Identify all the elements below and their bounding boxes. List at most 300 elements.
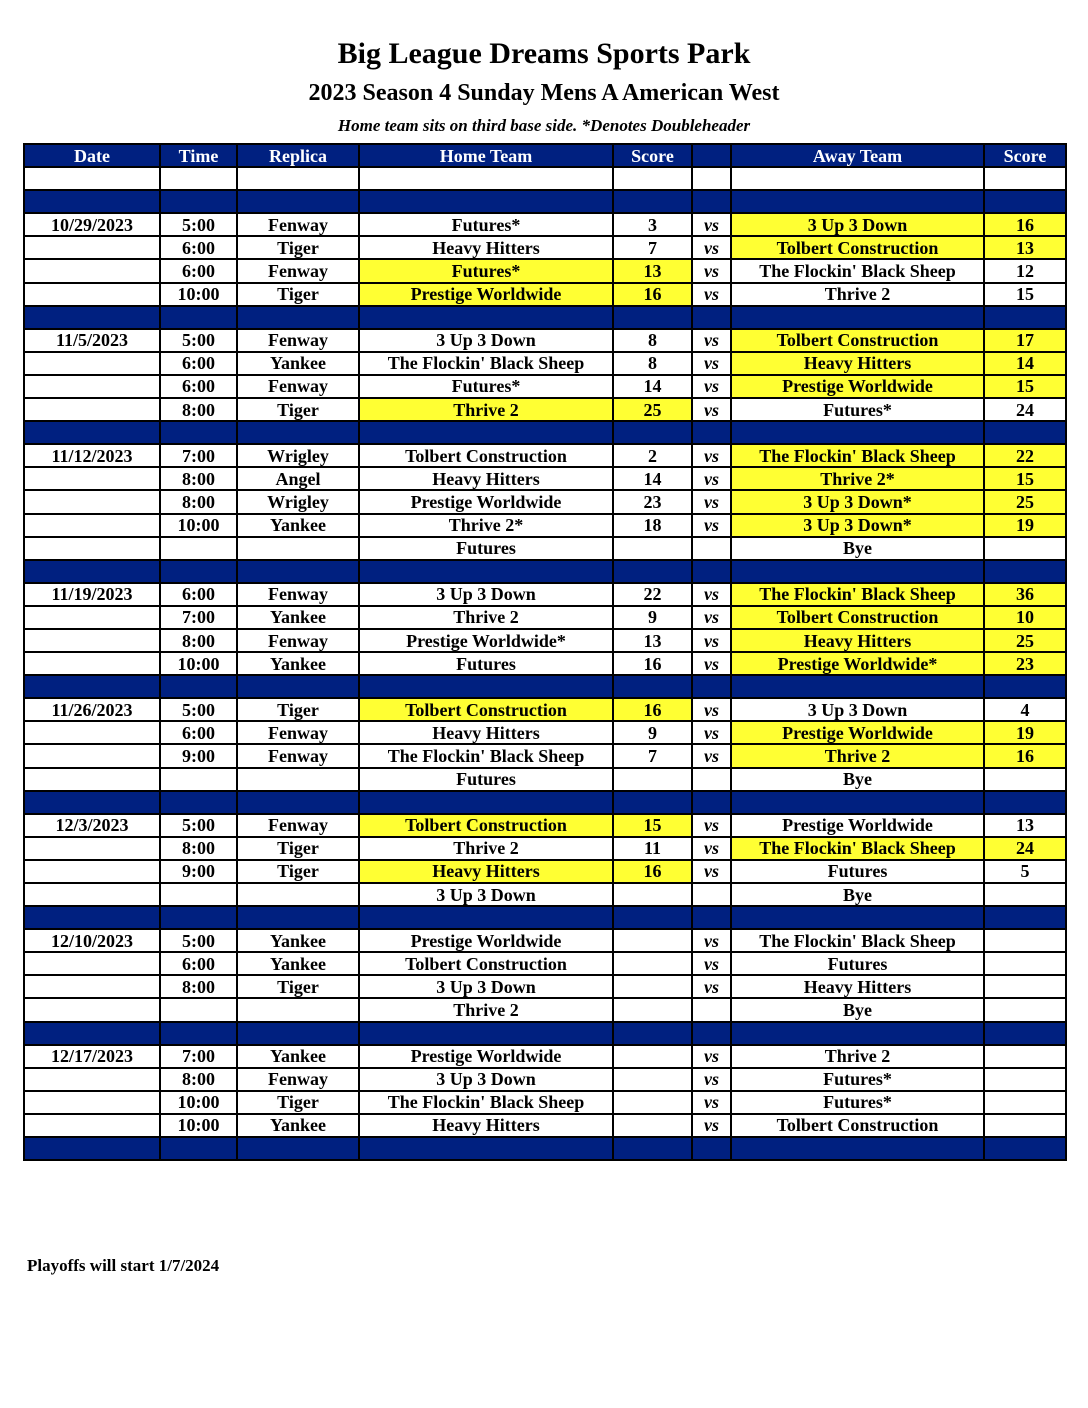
game-row <box>24 236 1066 259</box>
replica-cell: Fenway <box>237 375 359 398</box>
vs-cell <box>692 537 731 560</box>
date-cell <box>24 236 160 259</box>
empty-cell <box>160 306 237 329</box>
away-team-cell: Futures* <box>731 1068 984 1091</box>
home-score-cell: 8 <box>613 352 692 375</box>
game-row <box>24 929 1066 952</box>
empty-cell <box>731 791 984 814</box>
away-team-cell: Heavy Hitters <box>731 975 984 998</box>
game-row <box>24 1114 1066 1137</box>
home-team-cell: Futures* <box>359 375 613 398</box>
empty-cell <box>237 190 359 213</box>
replica-cell: Tiger <box>237 837 359 860</box>
time-cell: 10:00 <box>160 514 237 537</box>
empty-cell <box>359 421 613 444</box>
empty-cell <box>24 560 160 583</box>
home-score-cell: 15 <box>613 814 692 837</box>
time-cell: 8:00 <box>160 1068 237 1091</box>
away-team-cell: Prestige Worldwide <box>731 721 984 744</box>
home-score-cell <box>613 998 692 1021</box>
date-cell: 10/29/2023 <box>24 213 160 236</box>
doubleheader-note: Home team sits on third base side. *Denotes Doubleheader <box>337 116 751 135</box>
page-title: Big League Dreams Sports Park <box>337 37 751 70</box>
replica-cell: Yankee <box>237 929 359 952</box>
home-team-cell: Heavy Hitters <box>359 467 613 490</box>
home-score-cell <box>613 929 692 952</box>
vs-cell: vs <box>692 375 731 398</box>
empty-cell <box>613 560 692 583</box>
away-score-cell <box>984 537 1066 560</box>
away-score-cell: 25 <box>984 490 1066 513</box>
home-team-cell: Thrive 2 <box>359 398 613 421</box>
page-subtitle: 2023 Season 4 Sunday Mens A American West <box>308 80 780 106</box>
date-cell <box>24 975 160 998</box>
home-team-cell: Tolbert Construction <box>359 698 613 721</box>
game-row <box>24 444 1066 467</box>
replica-cell: Yankee <box>237 952 359 975</box>
column-header-away-score: Score <box>984 144 1066 167</box>
vs-cell: vs <box>692 814 731 837</box>
empty-cell <box>613 306 692 329</box>
away-score-cell: 16 <box>984 744 1066 767</box>
vs-cell: vs <box>692 837 731 860</box>
home-score-cell: 13 <box>613 629 692 652</box>
date-cell: 11/12/2023 <box>24 444 160 467</box>
home-score-cell <box>613 1045 692 1068</box>
empty-cell <box>692 190 731 213</box>
vs-cell: vs <box>692 698 731 721</box>
replica-cell: Fenway <box>237 583 359 606</box>
empty-cell <box>237 306 359 329</box>
vs-cell: vs <box>692 1091 731 1114</box>
week-separator-row <box>24 190 1066 213</box>
empty-cell <box>984 675 1066 698</box>
home-team-cell: Thrive 2 <box>359 998 613 1021</box>
date-cell <box>24 1068 160 1091</box>
empty-cell <box>613 1022 692 1045</box>
home-score-cell <box>613 537 692 560</box>
date-cell <box>24 490 160 513</box>
date-cell <box>24 467 160 490</box>
replica-cell: Tiger <box>237 860 359 883</box>
away-team-cell: Futures* <box>731 1091 984 1114</box>
date-cell <box>24 398 160 421</box>
column-header-time: Time <box>160 144 237 167</box>
vs-cell: vs <box>692 975 731 998</box>
time-cell <box>160 998 237 1021</box>
empty-cell <box>359 306 613 329</box>
date-cell <box>24 652 160 675</box>
time-cell: 8:00 <box>160 467 237 490</box>
vs-cell: vs <box>692 398 731 421</box>
date-cell <box>24 352 160 375</box>
home-score-cell <box>613 1114 692 1137</box>
game-row <box>24 398 1066 421</box>
away-score-cell: 22 <box>984 444 1066 467</box>
away-team-cell: Futures* <box>731 398 984 421</box>
replica-cell: Yankee <box>237 352 359 375</box>
vs-cell <box>692 768 731 791</box>
home-score-cell: 16 <box>613 860 692 883</box>
away-score-cell: 5 <box>984 860 1066 883</box>
replica-cell: Yankee <box>237 652 359 675</box>
empty-cell <box>359 560 613 583</box>
replica-cell: Tiger <box>237 698 359 721</box>
vs-cell <box>692 883 731 906</box>
empty-cell <box>24 190 160 213</box>
home-team-cell: 3 Up 3 Down <box>359 583 613 606</box>
empty-cell <box>731 560 984 583</box>
empty-cell <box>613 906 692 929</box>
home-team-cell: Tolbert Construction <box>359 814 613 837</box>
away-team-cell: Thrive 2 <box>731 744 984 767</box>
date-cell <box>24 744 160 767</box>
empty-cell <box>160 560 237 583</box>
time-cell: 8:00 <box>160 629 237 652</box>
away-score-cell: 23 <box>984 652 1066 675</box>
vs-cell: vs <box>692 629 731 652</box>
week-separator-row <box>24 421 1066 444</box>
home-score-cell: 9 <box>613 606 692 629</box>
away-team-cell: 3 Up 3 Down* <box>731 490 984 513</box>
date-cell <box>24 952 160 975</box>
home-team-cell: The Flockin' Black Sheep <box>359 352 613 375</box>
date-cell: 12/17/2023 <box>24 1045 160 1068</box>
home-score-cell: 8 <box>613 329 692 352</box>
away-team-cell: Tolbert Construction <box>731 236 984 259</box>
empty-cell <box>237 421 359 444</box>
away-score-cell: 17 <box>984 329 1066 352</box>
time-cell <box>160 537 237 560</box>
replica-cell: Fenway <box>237 744 359 767</box>
empty-cell <box>359 167 613 190</box>
empty-cell <box>24 167 160 190</box>
replica-cell: Tiger <box>237 236 359 259</box>
empty-cell <box>160 791 237 814</box>
empty-cell <box>359 675 613 698</box>
away-score-cell: 25 <box>984 629 1066 652</box>
vs-cell: vs <box>692 213 731 236</box>
away-team-cell: The Flockin' Black Sheep <box>731 259 984 282</box>
empty-cell <box>731 1137 984 1160</box>
replica-cell: Fenway <box>237 721 359 744</box>
date-cell <box>24 860 160 883</box>
game-row <box>24 721 1066 744</box>
home-team-cell: Prestige Worldwide <box>359 490 613 513</box>
home-team-cell: Heavy Hitters <box>359 721 613 744</box>
playoffs-note: Playoffs will start 1/7/2024 <box>27 1256 220 1275</box>
empty-cell <box>692 791 731 814</box>
home-score-cell <box>613 1091 692 1114</box>
home-score-cell: 2 <box>613 444 692 467</box>
empty-cell <box>984 1137 1066 1160</box>
time-cell <box>160 768 237 791</box>
away-score-cell <box>984 1091 1066 1114</box>
time-cell: 8:00 <box>160 490 237 513</box>
away-team-cell: Bye <box>731 998 984 1021</box>
home-team-cell: Heavy Hitters <box>359 1114 613 1137</box>
time-cell: 6:00 <box>160 259 237 282</box>
vs-cell: vs <box>692 929 731 952</box>
home-score-cell: 11 <box>613 837 692 860</box>
home-score-cell: 14 <box>613 467 692 490</box>
away-score-cell: 10 <box>984 606 1066 629</box>
week-separator-row <box>24 306 1066 329</box>
game-row <box>24 952 1066 975</box>
bye-row <box>24 768 1066 791</box>
away-team-cell: Prestige Worldwide <box>731 375 984 398</box>
away-team-cell: Futures <box>731 952 984 975</box>
home-score-cell: 18 <box>613 514 692 537</box>
home-team-cell: Heavy Hitters <box>359 860 613 883</box>
home-team-cell: Prestige Worldwide <box>359 929 613 952</box>
week-separator-row <box>24 1137 1066 1160</box>
away-team-cell: Thrive 2* <box>731 467 984 490</box>
empty-cell <box>237 1022 359 1045</box>
time-cell: 9:00 <box>160 860 237 883</box>
schedule-table <box>23 143 1067 1161</box>
away-team-cell: The Flockin' Black Sheep <box>731 837 984 860</box>
away-score-cell <box>984 975 1066 998</box>
empty-cell <box>613 167 692 190</box>
time-cell: 8:00 <box>160 398 237 421</box>
empty-cell <box>692 306 731 329</box>
replica-cell <box>237 768 359 791</box>
week-separator-row <box>24 675 1066 698</box>
date-cell <box>24 537 160 560</box>
empty-cell <box>359 791 613 814</box>
empty-cell <box>160 167 237 190</box>
away-score-cell: 19 <box>984 514 1066 537</box>
vs-cell: vs <box>692 467 731 490</box>
empty-cell <box>613 791 692 814</box>
replica-cell <box>237 998 359 1021</box>
home-score-cell: 16 <box>613 652 692 675</box>
replica-cell: Wrigley <box>237 490 359 513</box>
time-cell: 8:00 <box>160 837 237 860</box>
home-team-cell: Thrive 2 <box>359 606 613 629</box>
home-team-cell: 3 Up 3 Down <box>359 883 613 906</box>
away-team-cell: The Flockin' Black Sheep <box>731 929 984 952</box>
bye-row <box>24 537 1066 560</box>
game-row <box>24 698 1066 721</box>
time-cell: 10:00 <box>160 1091 237 1114</box>
away-score-cell <box>984 929 1066 952</box>
empty-cell <box>692 675 731 698</box>
away-team-cell: The Flockin' Black Sheep <box>731 444 984 467</box>
empty-cell <box>237 1137 359 1160</box>
replica-cell: Fenway <box>237 1068 359 1091</box>
game-row <box>24 629 1066 652</box>
away-team-cell: Thrive 2 <box>731 283 984 306</box>
away-score-cell <box>984 1045 1066 1068</box>
column-header-replica: Replica <box>237 144 359 167</box>
empty-cell <box>160 906 237 929</box>
replica-cell: Fenway <box>237 259 359 282</box>
replica-cell: Fenway <box>237 629 359 652</box>
home-team-cell: Tolbert Construction <box>359 444 613 467</box>
home-score-cell: 22 <box>613 583 692 606</box>
empty-cell <box>984 560 1066 583</box>
replica-cell: Angel <box>237 467 359 490</box>
vs-cell: vs <box>692 514 731 537</box>
date-cell <box>24 883 160 906</box>
game-row <box>24 375 1066 398</box>
blank-row <box>24 167 1066 190</box>
bye-row <box>24 998 1066 1021</box>
empty-cell <box>160 675 237 698</box>
empty-cell <box>24 791 160 814</box>
replica-cell: Yankee <box>237 1114 359 1137</box>
empty-cell <box>613 421 692 444</box>
away-team-cell: Bye <box>731 768 984 791</box>
game-row <box>24 744 1066 767</box>
away-score-cell: 12 <box>984 259 1066 282</box>
date-cell: 11/19/2023 <box>24 583 160 606</box>
replica-cell: Fenway <box>237 814 359 837</box>
empty-cell <box>731 675 984 698</box>
column-header-home-team: Home Team <box>359 144 613 167</box>
empty-cell <box>24 306 160 329</box>
home-team-cell: Prestige Worldwide <box>359 283 613 306</box>
game-row <box>24 1068 1066 1091</box>
away-team-cell: Bye <box>731 537 984 560</box>
empty-cell <box>359 190 613 213</box>
empty-cell <box>613 190 692 213</box>
vs-cell: vs <box>692 606 731 629</box>
empty-cell <box>237 560 359 583</box>
empty-cell <box>359 906 613 929</box>
time-cell: 5:00 <box>160 814 237 837</box>
week-separator-row <box>24 791 1066 814</box>
home-score-cell: 16 <box>613 283 692 306</box>
time-cell: 5:00 <box>160 213 237 236</box>
vs-cell <box>692 998 731 1021</box>
time-cell: 6:00 <box>160 352 237 375</box>
away-team-cell: 3 Up 3 Down* <box>731 514 984 537</box>
date-cell <box>24 721 160 744</box>
game-row <box>24 352 1066 375</box>
home-team-cell: Prestige Worldwide <box>359 1045 613 1068</box>
column-header-away-team: Away Team <box>731 144 984 167</box>
away-score-cell <box>984 768 1066 791</box>
away-score-cell: 36 <box>984 583 1066 606</box>
replica-cell <box>237 883 359 906</box>
date-cell <box>24 375 160 398</box>
home-score-cell: 13 <box>613 259 692 282</box>
away-team-cell: The Flockin' Black Sheep <box>731 583 984 606</box>
column-header-home-score: Score <box>613 144 692 167</box>
replica-cell: Tiger <box>237 1091 359 1114</box>
week-separator-row <box>24 906 1066 929</box>
vs-cell: vs <box>692 283 731 306</box>
home-score-cell: 7 <box>613 744 692 767</box>
home-team-cell: Tolbert Construction <box>359 952 613 975</box>
away-score-cell <box>984 1068 1066 1091</box>
away-score-cell: 15 <box>984 375 1066 398</box>
replica-cell: Tiger <box>237 398 359 421</box>
schedule-body <box>24 167 1066 1160</box>
empty-cell <box>984 906 1066 929</box>
home-team-cell: Prestige Worldwide* <box>359 629 613 652</box>
home-score-cell: 14 <box>613 375 692 398</box>
away-team-cell: Heavy Hitters <box>731 352 984 375</box>
empty-cell <box>237 167 359 190</box>
away-team-cell: Heavy Hitters <box>731 629 984 652</box>
empty-cell <box>731 190 984 213</box>
time-cell: 5:00 <box>160 698 237 721</box>
home-team-cell: 3 Up 3 Down <box>359 975 613 998</box>
empty-cell <box>692 1022 731 1045</box>
home-team-cell: Futures* <box>359 259 613 282</box>
time-cell: 10:00 <box>160 1114 237 1137</box>
vs-cell: vs <box>692 329 731 352</box>
empty-cell <box>160 421 237 444</box>
date-cell <box>24 606 160 629</box>
date-cell <box>24 1114 160 1137</box>
home-team-cell: The Flockin' Black Sheep <box>359 744 613 767</box>
time-cell: 7:00 <box>160 606 237 629</box>
time-cell: 5:00 <box>160 329 237 352</box>
vs-cell: vs <box>692 1068 731 1091</box>
away-score-cell: 13 <box>984 814 1066 837</box>
date-cell <box>24 259 160 282</box>
time-cell: 8:00 <box>160 975 237 998</box>
replica-cell: Fenway <box>237 213 359 236</box>
home-team-cell: Futures <box>359 768 613 791</box>
game-row <box>24 652 1066 675</box>
week-separator-row <box>24 1022 1066 1045</box>
away-score-cell: 24 <box>984 398 1066 421</box>
away-score-cell: 16 <box>984 213 1066 236</box>
empty-cell <box>731 906 984 929</box>
game-row <box>24 860 1066 883</box>
game-row <box>24 814 1066 837</box>
empty-cell <box>237 791 359 814</box>
away-team-cell: Prestige Worldwide* <box>731 652 984 675</box>
home-team-cell: Heavy Hitters <box>359 236 613 259</box>
date-cell: 11/5/2023 <box>24 329 160 352</box>
game-row <box>24 259 1066 282</box>
empty-cell <box>24 1137 160 1160</box>
time-cell: 6:00 <box>160 236 237 259</box>
home-score-cell <box>613 1068 692 1091</box>
date-cell: 12/3/2023 <box>24 814 160 837</box>
replica-cell: Yankee <box>237 1045 359 1068</box>
week-separator-row <box>24 560 1066 583</box>
game-row <box>24 1091 1066 1114</box>
time-cell: 6:00 <box>160 375 237 398</box>
empty-cell <box>984 421 1066 444</box>
home-score-cell <box>613 952 692 975</box>
time-cell: 7:00 <box>160 1045 237 1068</box>
home-score-cell <box>613 975 692 998</box>
game-row <box>24 583 1066 606</box>
vs-cell: vs <box>692 236 731 259</box>
empty-cell <box>731 421 984 444</box>
date-cell <box>24 1091 160 1114</box>
vs-cell: vs <box>692 1114 731 1137</box>
empty-cell <box>160 190 237 213</box>
home-team-cell: 3 Up 3 Down <box>359 329 613 352</box>
date-cell <box>24 283 160 306</box>
vs-cell: vs <box>692 259 731 282</box>
empty-cell <box>613 675 692 698</box>
empty-cell <box>24 675 160 698</box>
game-row <box>24 283 1066 306</box>
date-cell: 12/10/2023 <box>24 929 160 952</box>
away-team-cell: Bye <box>731 883 984 906</box>
